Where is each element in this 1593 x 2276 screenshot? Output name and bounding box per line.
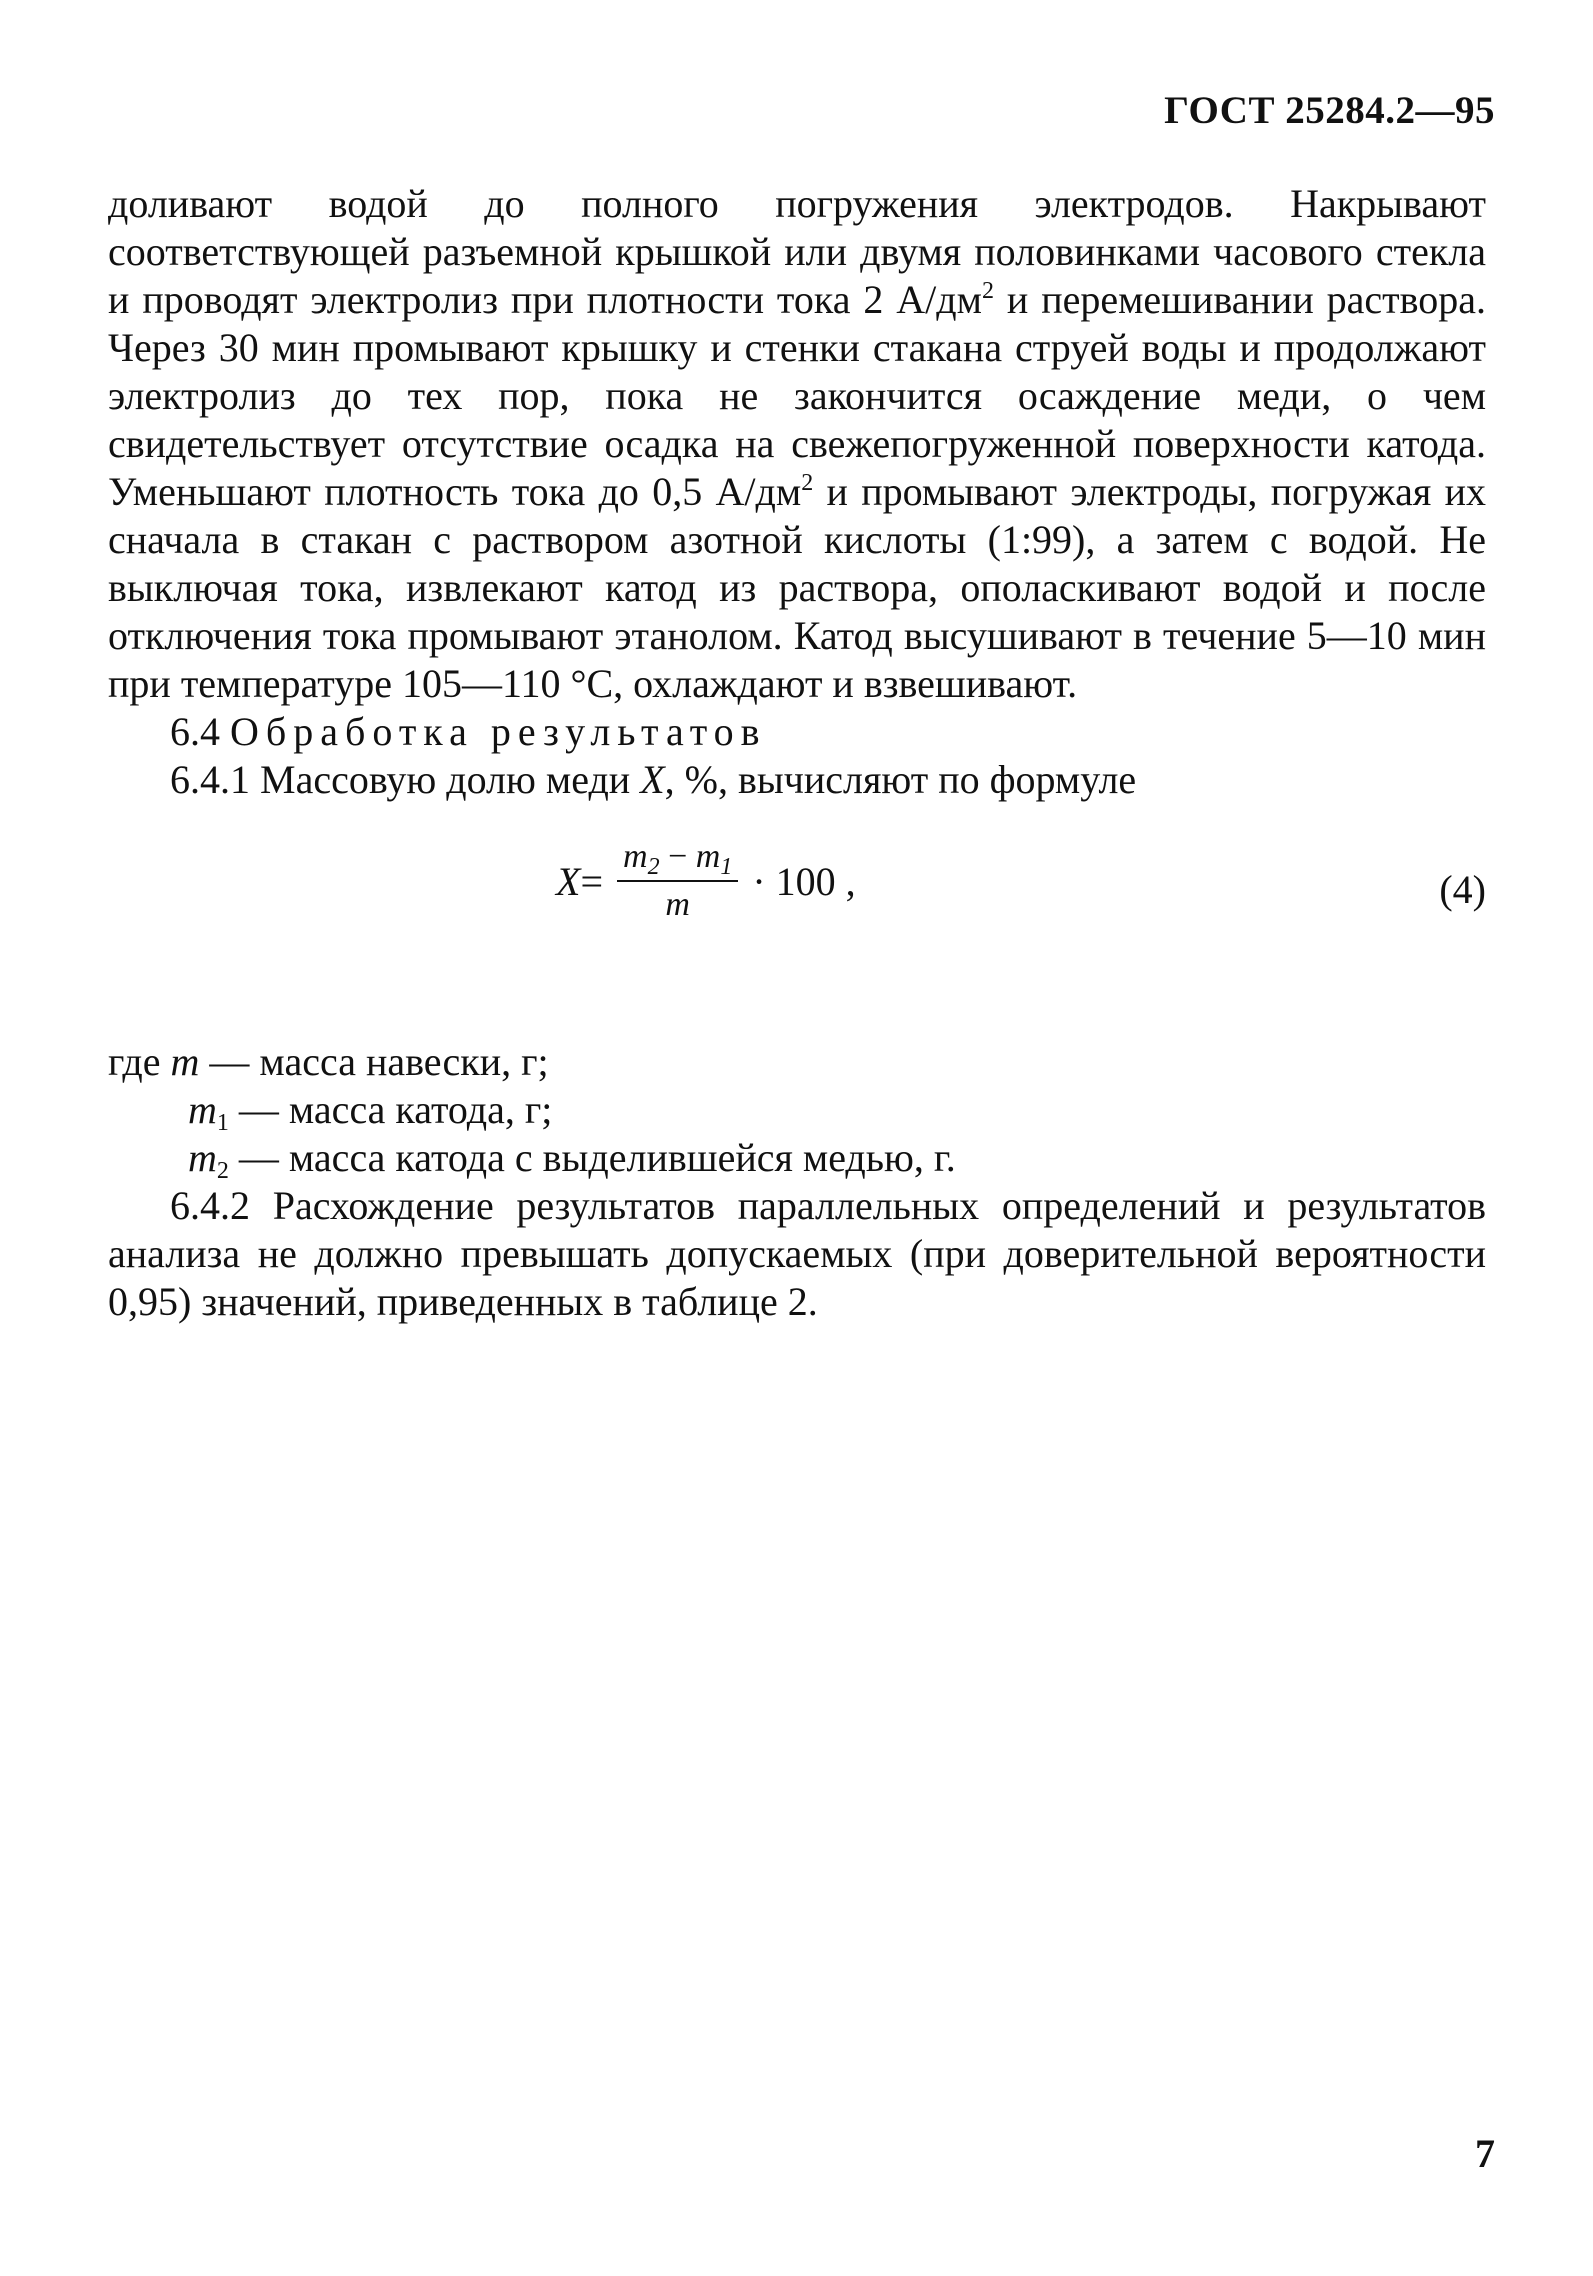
- clause-number: 6.4.1: [170, 757, 250, 802]
- minus-sign: −: [659, 838, 696, 875]
- section-title: Обработка результатов: [230, 709, 767, 754]
- clause-6-4-2: [108, 1182, 1486, 1326]
- def-text: — масса катода, г;: [228, 1087, 553, 1132]
- variable-definitions: [108, 1038, 1486, 1182]
- paragraph-text: доливают водой до полного погружения электродов. Накрывают соответствующей разъемной крышкой или двумя половинками часового стекла и проводят электролиз при плотности тока 2 А/дм: [108, 181, 1486, 322]
- subscript: 2: [647, 854, 660, 880]
- formula-tail: · 100 ,: [752, 858, 856, 904]
- definition-m1: [108, 1086, 1486, 1134]
- standard-header: ГОСТ 25284.2—95: [1164, 89, 1495, 132]
- def-text: — масса катода с выделившейся медью, г.: [228, 1135, 956, 1180]
- clause-number: 6.4.2: [170, 1183, 250, 1228]
- page-body: [108, 180, 1486, 1326]
- where-intro: где: [108, 1039, 171, 1084]
- superscript: 2: [801, 470, 814, 496]
- clause-text: Расхождение результатов параллельных определений и результатов анализа не должно превышать допускаемых (при доверительной вероятности 0,95) значений, приведенных в таблице 2.: [108, 1183, 1486, 1324]
- formula-equals: =: [580, 858, 603, 904]
- var-m2: m: [188, 1135, 217, 1180]
- clause-6-4-1: [108, 756, 1486, 804]
- formula: [556, 834, 856, 928]
- numerator-m1: m: [695, 838, 721, 875]
- superscript: 2: [981, 278, 994, 304]
- subscript: 1: [720, 854, 733, 880]
- paragraph-text: и промывают электроды, погружая их сначала в стакан с раствором азотной кислоты (1:99), а затем с водой. Не выключая тока, извлекают катод из раствора, ополаскивают водой и после отключения тока промывают этанолом. Катод высушивают в течение 5—10 мин при температуре 105—110 °С, охлаждают и взвешивают.: [108, 469, 1486, 706]
- definition-m2: [108, 1134, 1486, 1182]
- paragraph-text: и перемешивании раствора. Через 30 мин промывают крышку и стенки стакана струей воды и продолжают электролиз до тех пор, пока не закончится осаждение меди, о чем свидетельствует отсутствие осадка на свежепогруженной поверхности катода. Уменьшают плотность тока до 0,5 А/дм: [108, 277, 1486, 514]
- paragraph-electrolysis: [108, 180, 1486, 708]
- var-m1: m: [188, 1087, 217, 1132]
- fraction-numerator: [617, 834, 738, 880]
- formula-lhs: X: [556, 858, 581, 904]
- page-number: 7: [1475, 2131, 1495, 2176]
- clause-text: , %, вычисляют по формуле: [664, 757, 1137, 802]
- section-number: 6.4: [170, 709, 230, 754]
- variable-x: X: [640, 757, 665, 802]
- var-m: m: [170, 1039, 200, 1084]
- clause-text: Массовую долю меди: [260, 757, 641, 802]
- subscript: 1: [216, 1110, 229, 1136]
- subscript: 2: [216, 1158, 229, 1184]
- def-text: — масса навески, г;: [199, 1039, 549, 1084]
- formula-fraction: [617, 834, 738, 928]
- equation-number: (4): [1439, 867, 1486, 912]
- formula-block: [108, 828, 1486, 978]
- numerator-m2: m: [623, 838, 648, 875]
- section-heading: [108, 708, 1486, 756]
- fraction-denominator: m: [665, 886, 690, 923]
- definition-m: [108, 1038, 1486, 1086]
